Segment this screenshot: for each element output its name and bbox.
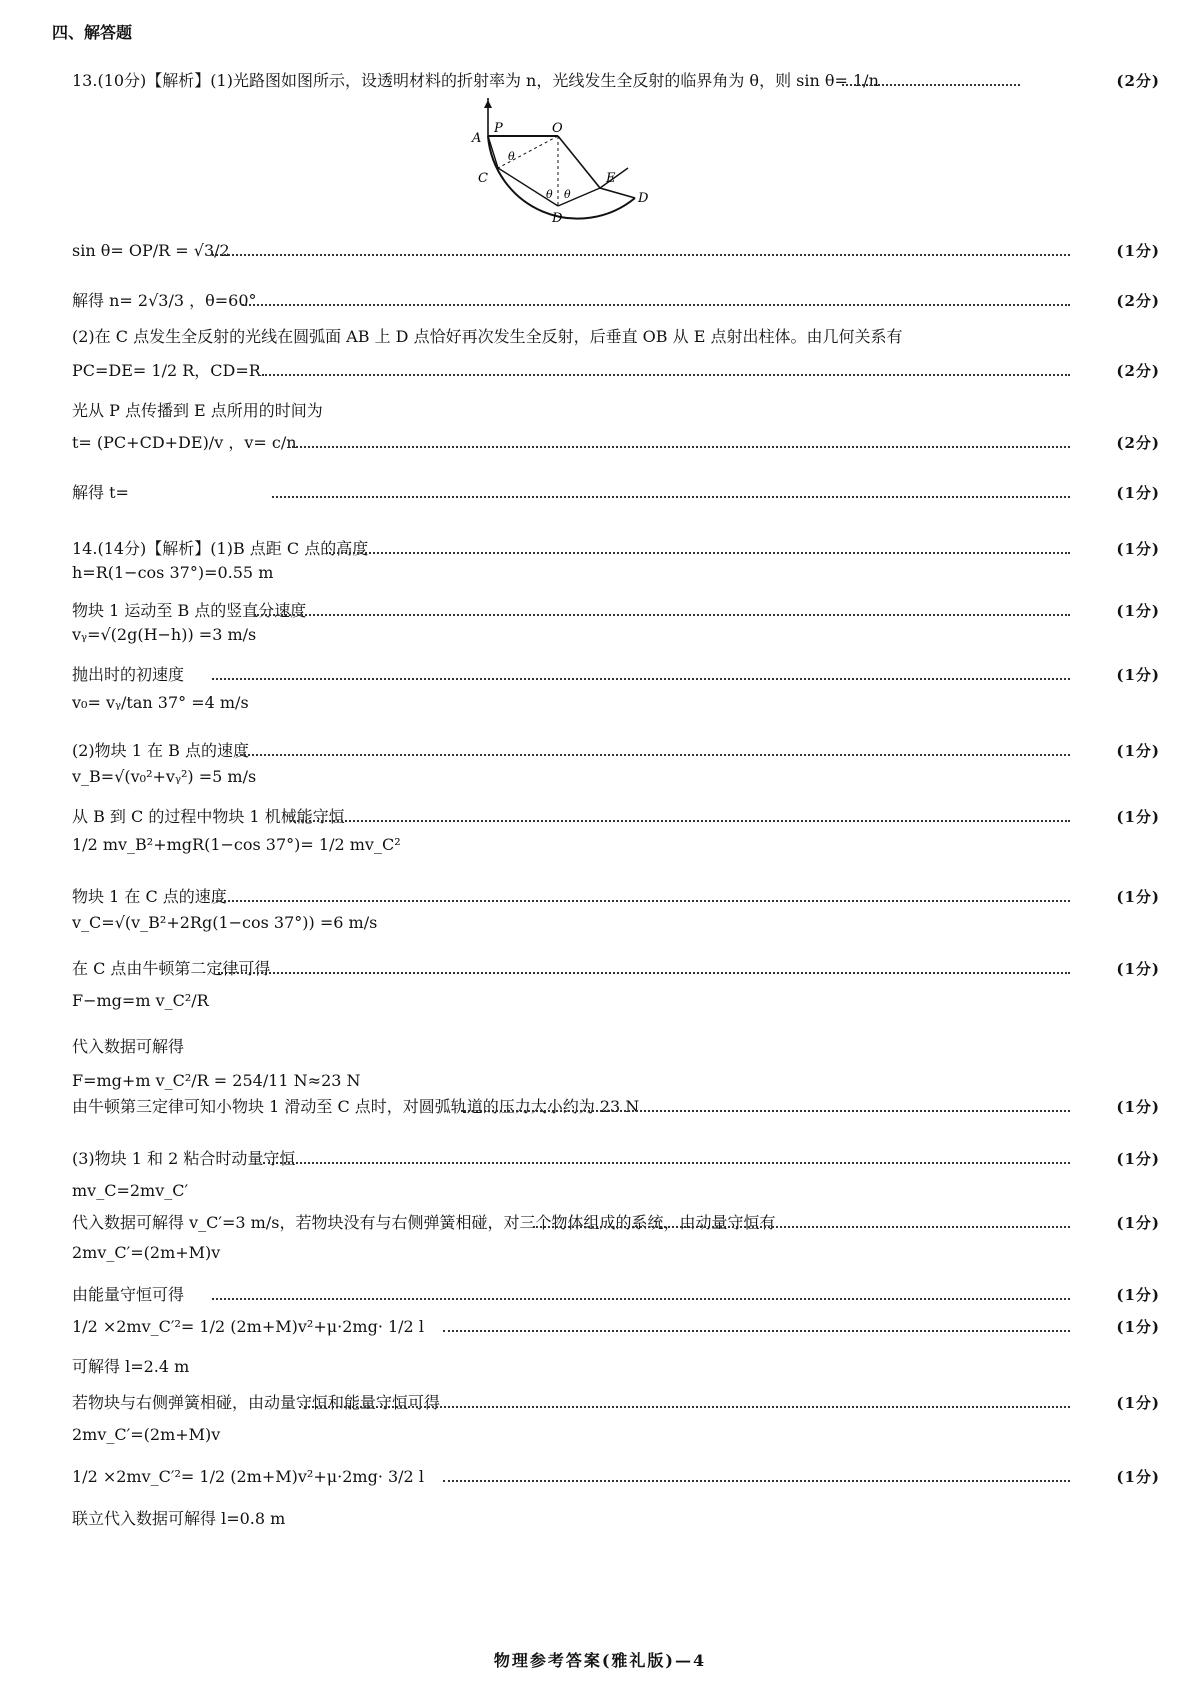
label-theta: θ — [564, 188, 571, 201]
dotted-leader — [326, 552, 1070, 554]
label-o: O — [552, 121, 563, 136]
score-label: (1分) — [1116, 1286, 1160, 1304]
dotted-leader — [443, 1330, 1070, 1332]
q14-line-text: 代入数据可解得 v_C′=3 m/s，若物块没有与右侧弹簧相碰，对三个物体组成的系统，由动量守恒有 — [72, 1213, 776, 1232]
score-label: (1分) — [1116, 484, 1160, 502]
q14-line-text: 1/2 ×2mv_C′²= 1/2 (2m+M)v²+μ·2mg· 3/2 l — [72, 1467, 424, 1486]
dotted-leader — [842, 84, 1020, 86]
score-label: (1分) — [1116, 808, 1160, 826]
q14-line-text: 在 C 点由牛顿第二定律可得 — [72, 959, 271, 978]
label-d-bottom: D — [552, 211, 563, 226]
q14-line-text: 物块 1 运动至 B 点的竖直分速度 — [72, 601, 307, 620]
q14-line-text: 可解得 l=2.4 m — [72, 1357, 190, 1376]
dotted-leader — [212, 1298, 1070, 1300]
score-label: (1分) — [1116, 960, 1160, 978]
dotted-leader — [290, 820, 1070, 822]
page-footer: 物理参考答案(雅礼版)—4 — [493, 1651, 707, 1670]
radius-oc — [498, 136, 558, 168]
q14-line-text: vᵧ=√(2g(H−h)) =3 m/s — [72, 625, 257, 644]
label-theta: θ — [546, 188, 553, 201]
q13-line-text: 解得 n= 2√3/3 ，θ=60° — [72, 291, 257, 310]
q13-line-text: 解得 t= — [72, 483, 129, 502]
q14-line-text: 联立代入数据可解得 l=0.8 m — [72, 1509, 286, 1528]
q14-line-text: 物块 1 在 C 点的速度 — [72, 887, 227, 906]
q14-line-text: 抛出时的初速度 — [72, 665, 185, 684]
score-label: (2分) — [1116, 434, 1160, 452]
score-label: (1分) — [1116, 242, 1160, 260]
dotted-leader — [461, 1110, 1070, 1112]
score-label: (1分) — [1116, 1214, 1160, 1232]
score-label: (1分) — [1116, 1394, 1160, 1412]
ray-pc — [488, 136, 498, 168]
score-label: (1分) — [1116, 602, 1160, 620]
dotted-leader — [443, 1480, 1070, 1482]
q14-line-text: 若物块与右侧弹簧相碰，由动量守恒和能量守恒可得 — [72, 1393, 441, 1412]
label-a: A — [472, 131, 482, 146]
q14-line-text: 14.(14分)【解析】(1)B 点距 C 点的高度 — [72, 539, 369, 558]
light-path-figure — [470, 98, 660, 238]
q13-line-text: sin θ= OP/R = √3/2 — [72, 241, 230, 260]
dotted-leader — [212, 900, 1070, 902]
score-label: (2分) — [1116, 292, 1160, 310]
q14-line-text: v_B=√(v₀²+vᵧ²) =5 m/s — [72, 767, 257, 786]
dotted-leader — [254, 614, 1070, 616]
score-label: (1分) — [1116, 742, 1160, 760]
q13-line-text: (2)在 C 点发生全反射的光线在圆弧面 AB 上 D 点恰好再次发生全反射，后垂直 OB 从 E 点射出柱体。由几何关系有 — [72, 327, 903, 346]
q14-line-text: 由牛顿第三定律可知小物块 1 滑动至 C 点时，对圆弧轨道的压力大小约为 23 N — [72, 1097, 640, 1116]
dotted-leader — [262, 374, 1070, 376]
q14-line-text: v_C=√(v_B²+2Rg(1−cos 37°)) =6 m/s — [72, 913, 378, 932]
q14-line-text: (3)物块 1 和 2 粘合时动量守恒 — [72, 1149, 296, 1168]
score-label: (1分) — [1116, 1098, 1160, 1116]
q14-line-text: F=mg+m v_C²/R = 254/11 N≈23 N — [72, 1071, 361, 1090]
label-theta: θ — [508, 150, 515, 163]
q14-line-text: 从 B 到 C 的过程中物块 1 机械能守恒 — [72, 807, 345, 826]
q14-line-text: v₀= vᵧ/tan 37° =4 m/s — [72, 693, 249, 712]
q14-line-text: h=R(1−cos 37°)=0.55 m — [72, 563, 274, 582]
q13-line-text: t= (PC+CD+DE)/v ，v= c/n — [72, 433, 297, 452]
dotted-leader — [263, 1162, 1070, 1164]
dotted-leader — [292, 446, 1070, 448]
dotted-leader — [299, 1406, 1070, 1408]
dotted-leader — [242, 304, 1070, 306]
score-label: (1分) — [1116, 1318, 1160, 1336]
q14-line-text: 1/2 ×2mv_C′²= 1/2 (2m+M)v²+μ·2mg· 1/2 l — [72, 1317, 424, 1336]
label-e: E — [606, 171, 616, 186]
section-title: 四、解答题 — [52, 23, 133, 42]
arrow-head — [484, 100, 492, 108]
q14-line-text: F−mg=m v_C²/R — [72, 991, 209, 1010]
q13-intro-text: 13.(10分)【解析】(1)光路图如图所示，设透明材料的折射率为 n，光线发生全反射的临界角为 θ，则 sin θ= 1/n — [72, 71, 879, 90]
q13-line-text: 光从 P 点传播到 E 点所用的时间为 — [72, 401, 323, 420]
q13-line-text: PC=DE= 1/2 R，CD=R — [72, 361, 261, 380]
dotted-leader — [272, 496, 1070, 498]
score-label: (1分) — [1116, 666, 1160, 684]
score-label: (2分) — [1116, 362, 1160, 380]
q14-line-text: (2)物块 1 在 B 点的速度 — [72, 741, 249, 760]
q14-line-text: 由能量守恒可得 — [72, 1285, 185, 1304]
q14-line-text: mv_C=2mv_C′ — [72, 1181, 189, 1200]
score-label: (1分) — [1116, 1150, 1160, 1168]
dotted-leader — [218, 972, 1070, 974]
score-label: (1分) — [1116, 540, 1160, 558]
label-d-right: D — [638, 191, 649, 206]
score-label: (2分) — [1116, 72, 1160, 90]
q14-line-text: 2mv_C′=(2m+M)v — [72, 1425, 221, 1444]
label-c: C — [478, 171, 488, 186]
label-p: P — [494, 121, 503, 136]
dotted-leader — [212, 678, 1070, 680]
score-label: (1分) — [1116, 1468, 1160, 1486]
dotted-leader — [236, 754, 1070, 756]
dotted-leader — [212, 254, 1070, 256]
q14-line-text: 1/2 mv_B²+mgR(1−cos 37°)= 1/2 mv_C² — [72, 835, 401, 854]
dotted-leader — [533, 1226, 1070, 1228]
q14-line-text: 代入数据可解得 — [72, 1037, 185, 1056]
score-label: (1分) — [1116, 888, 1160, 906]
q14-line-text: 2mv_C′=(2m+M)v — [72, 1243, 221, 1262]
